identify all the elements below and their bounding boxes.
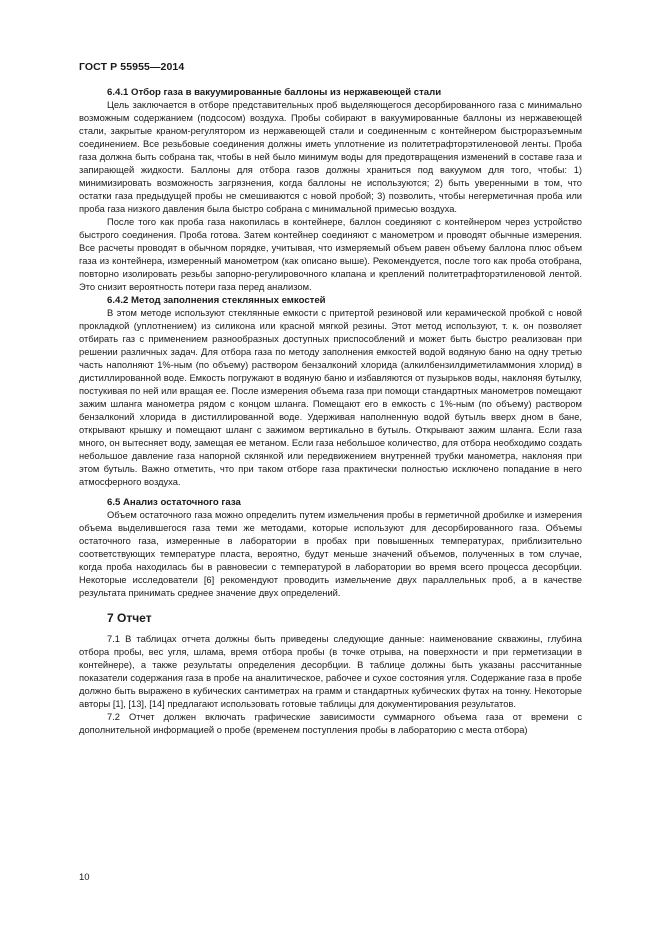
heading-6-4-2: 6.4.2 Метод заполнения стеклянных емкостей [107, 295, 326, 306]
heading-6-4-1: 6.4.1 Отбор газа в вакуумированные баллоны из нержавеющей стали [107, 87, 442, 98]
paragraph-7-2: 7.2 Отчет должен включать графические зависимости суммарного объема газа от времени с дополнительной информацией о пробе (временем поступления пробы в лабораторию с места отбора) [79, 712, 582, 735]
document-header: ГОСТ Р 55955—2014 [79, 61, 185, 73]
paragraph-6-4-1-a: Цель заключается в отборе представительных проб выделяющегося десорбированного газа с минимально возможным содержанием (подсосом) воздуха. Пробы собирают в вакуумированные баллоны из нержавеющей стали, закрытые краном-регулятором из нержавеющей стали и соединенным с контейнером быстроразъемным соединением. Все резьбовые соединения должны иметь уплотнение из политетрафторэтиленовой ленты. Проба газа должна быть собрана так, чтобы в ней было минимум воды для предотвращения изменений в составе газа и запирающей жидкости. Баллоны для отбора газов должны храниться под вакуумом для того, чтобы: 1) минимизировать возможность загрязнения, когда баллоны не используются; 2) быть уверенными в том, что остатки газа предыдущей пробы не смешиваются с новой пробой; 3) позволить, чтобы негерметичная проба или проба газа низкого давления была быстро собрана с минимальной примесью воздуха. [79, 100, 582, 214]
paragraph-7-1: 7.1 В таблицах отчета должны быть приведены следующие данные: наименование скважины, глубина отбора пробы, вес угля, шлама, время отбора пробы (в точке отрыва, на поверхности и при герметизации в контейнере), а также результаты определения десорбции. В таблице должны быть указаны рассчитанные показатели содержания газа в пробе на аналитическое, рабочее и сухое состояния угля. Содержание газа в пробе должно быть выражено в кубических сантиметрах на грамм и стандартных кубических футах на тонну. Некоторые авторы [1], [13], [14] предлагают использовать готовые таблицы для документирования результатов. [79, 634, 582, 709]
paragraph-6-5: Объем остаточного газа можно определить путем измельчения пробы в герметичной дробилке и измерения объема выделившегося газа теми же методами, которые используют для десорбированного газа. Объемы остаточного газа, измеренные в лаборатории в пробах при повышенных температурах, приблизительно соответствующих температуре пласта, вероятно, будут меньше значений объемов, полученных в том случае, когда проба находилась бы в равновесии с температурой в лаборатории во время всего процесса десорбции. Некоторые исследователи [6] рекомендуют проводить измельчение двух параллельных проб, а в качестве результата принимать среднее значение двух определений. [79, 510, 582, 598]
document-body [79, 86, 582, 737]
page-number: 10 [79, 872, 90, 883]
paragraph-6-4-1-b: После того как проба газа накопилась в контейнере, баллон соединяют с контейнером через устройство быстрого соединения. Проба готова. Затем контейнер соединяют с манометром и проводят обычные измерения. Все расчеты проводят в обычном порядке, учитывая, что измеряемый объем равен объему баллона плюс объем газа из контейнера, измеренный манометром (как описано выше). Рекомендуется, после того как проба отобрана, повторно изолировать резьбы запорно-регулировочного клапана и креплений политетрафторэтиленовой лентой. Это снизит вероятность потери газа перед анализом. [79, 217, 582, 292]
heading-7: 7 Отчет [107, 611, 152, 625]
heading-6-5: 6.5 Анализ остаточного газа [107, 497, 241, 508]
paragraph-6-4-2: В этом методе используют стеклянные емкости с притертой резиновой или керамической пробкой с новой прокладкой (уплотнением) из силикона или красной мягкой резины. Этот метод используют, т. к. он позволяет отбирать газ с применением разнообразных доступных приспособлений и может быть быстро реализован при решении различных задач. Для отбора газа по методу заполнения емкостей водой водяную баню на одну третью часть наполняют 1%-ным (по объему) раствором бензалконий хлорида (алкилбензилдиметиламмония хлорид) в дистиллированной воде. Емкость погружают в водяную баню и избавляются от пузырьков воды, наклоняя бутылку, постукивая по ней или вращая ее. После измерения объема газа при помощи стандартных манометров помещают зажим шланга манометра рядом с концом шланга. Помещают его в емкость с 1%-ным (по объему) раствором бензалконий хлорида в дистиллированной воде. Удерживая наполненную водой бутыль вверх дном в бане, открывают крышку и помещают шланг с зажимом вертикально в бутыль. Открывают зажим шланга. Если газа много, он вытесняет воду, замещая ее метаном. Если газа небольшое количество, для отбора необходимо создать небольшое давление газа напорной склянкой или передвижением внутренней трубки манометра, наклоняя при этом бутыль. Важно отметить, что при таком отборе газа практически полностью исключено попадание в него атмосферного воздуха. [79, 308, 582, 487]
